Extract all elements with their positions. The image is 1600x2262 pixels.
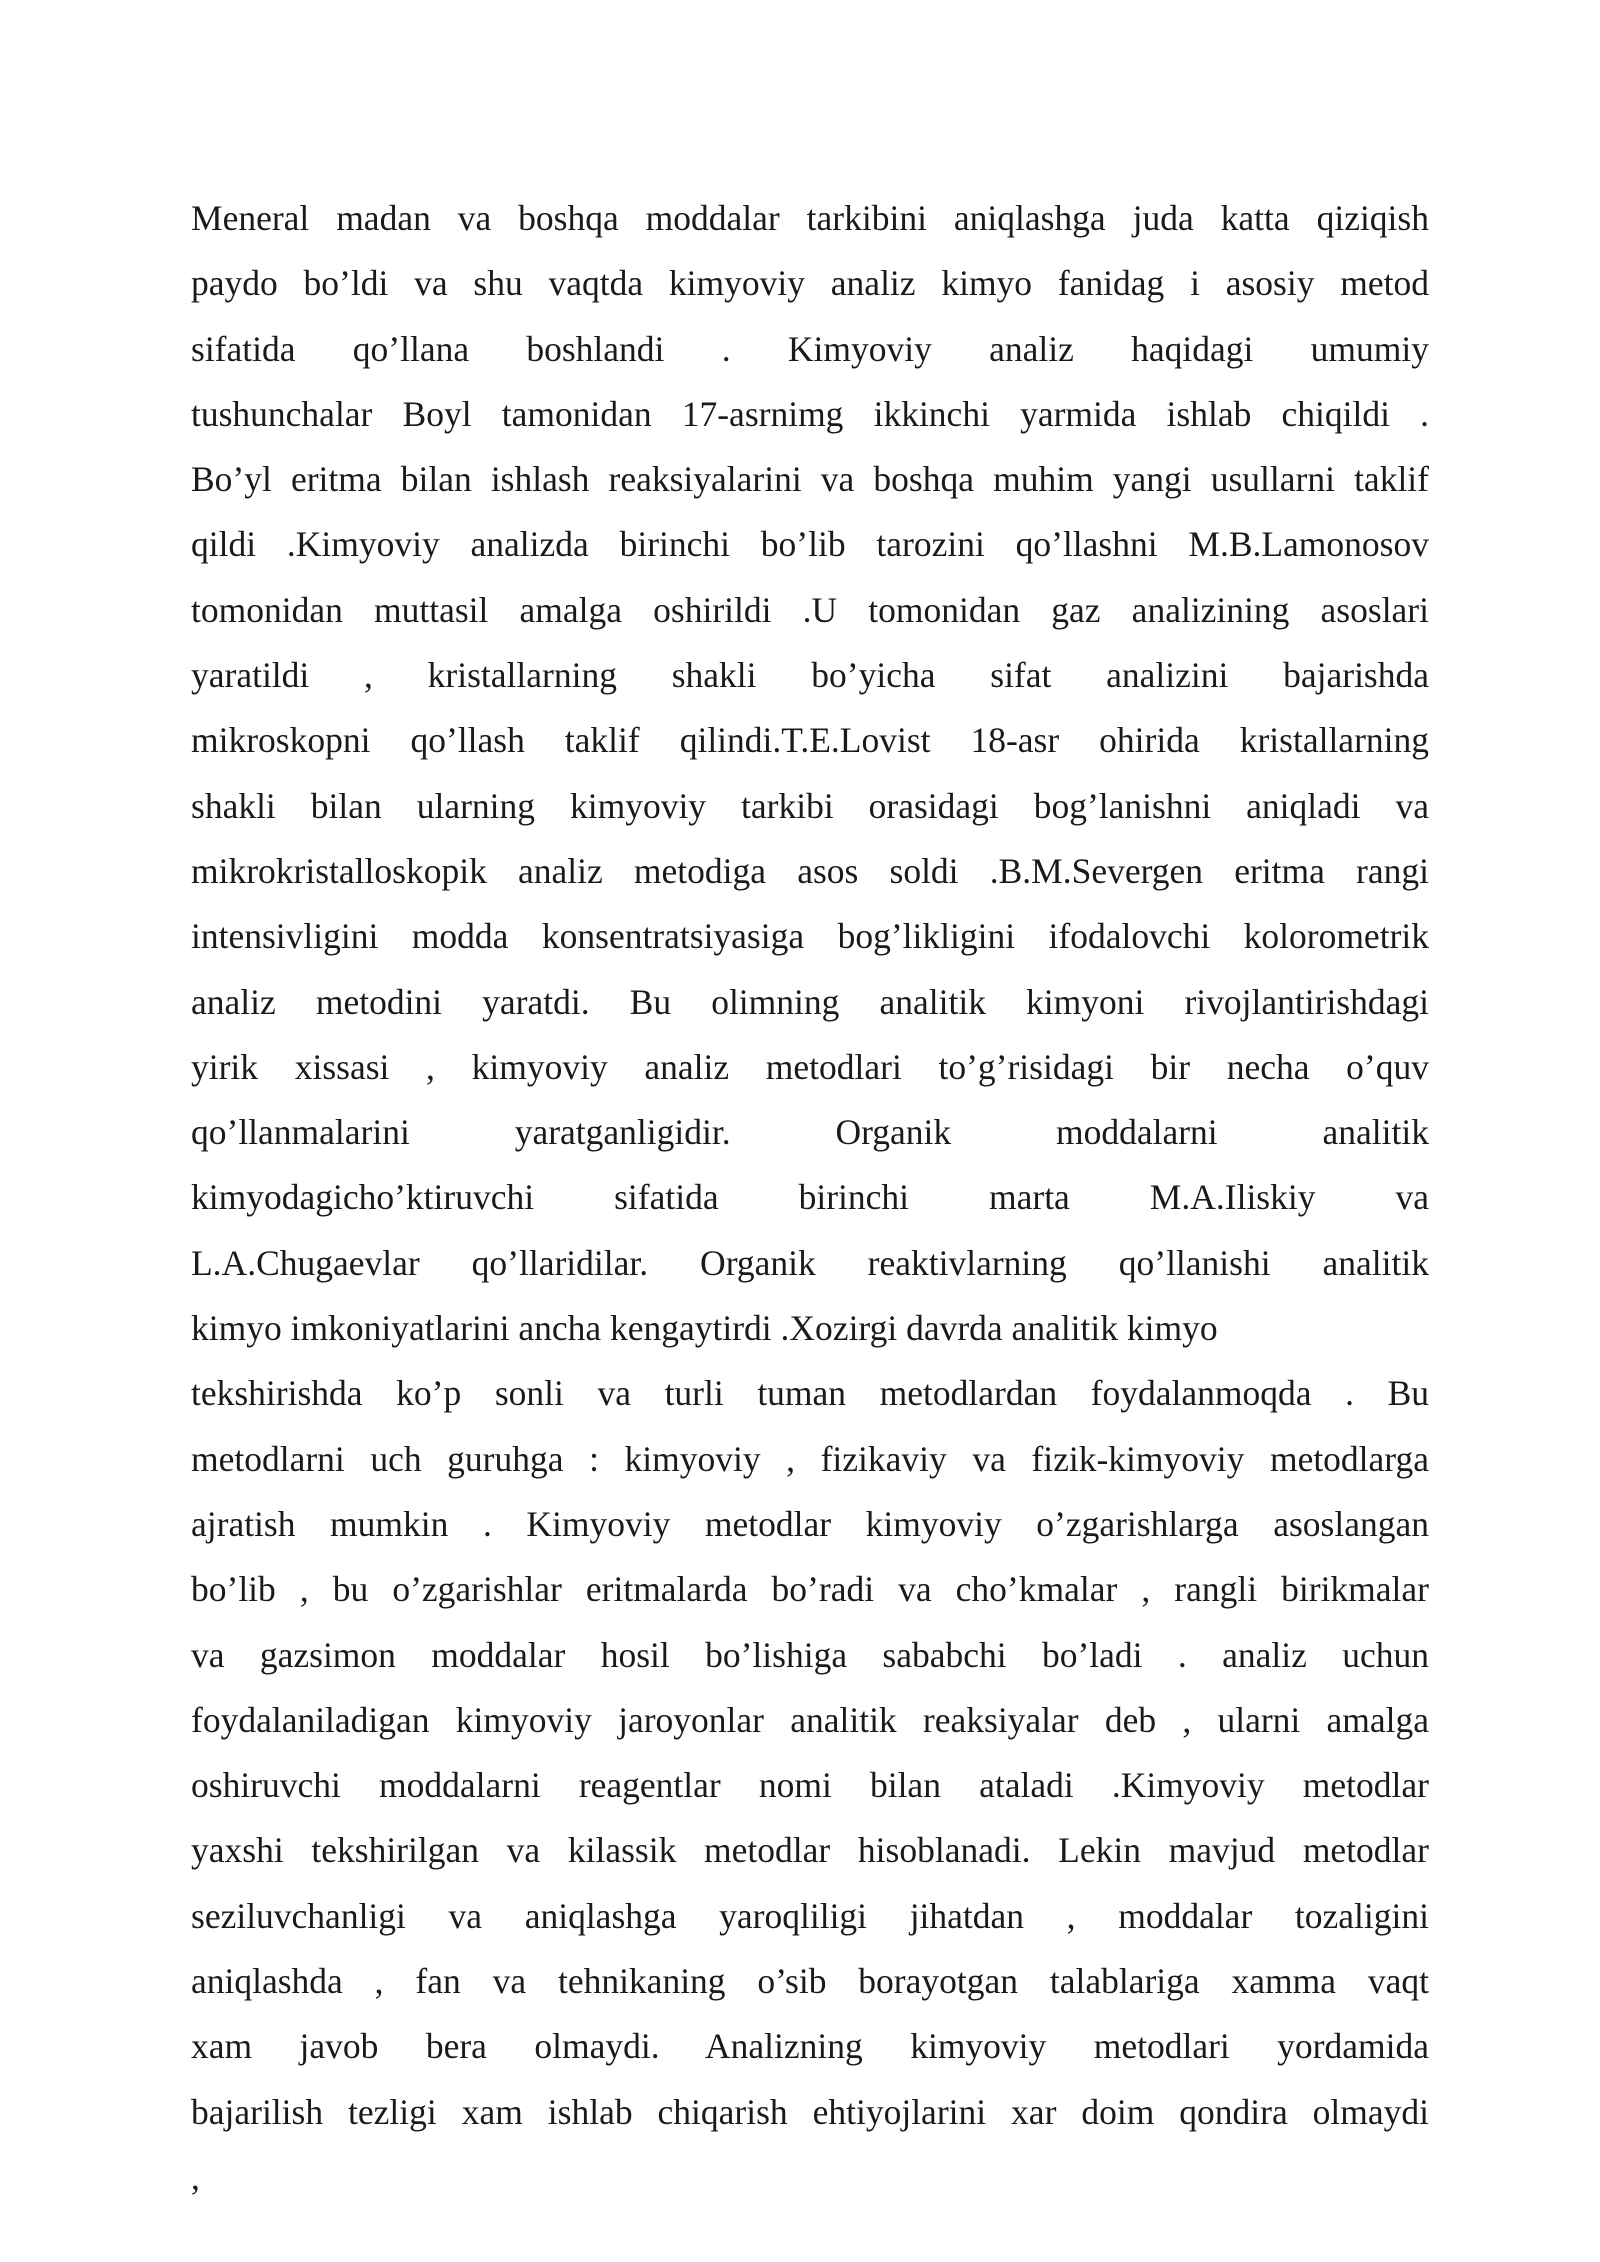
paragraph-line: foydalaniladigan kimyoviy jaroyonlar analitik reaksiyalar deb , ularni amalga	[191, 1699, 1429, 1740]
paragraph-line: yaratildi , kristallarning shakli bo’yicha sifat analizini bajarishda	[191, 655, 1429, 696]
paragraph-line: tekshirishda ko’p sonli va turli tuman metodlardan foydalanmoqda . Bu	[191, 1373, 1429, 1414]
paragraph-line: ajratish mumkin . Kimyoviy metodlar kimyoviy o’zgarishlarga asoslangan	[191, 1503, 1429, 1544]
paragraph-line: kimyodagicho’ktiruvchi sifatida birinchi marta M.A.Iliskiy va	[191, 1177, 1429, 1218]
paragraph-line: L.A.Chugaevlar qo’llaridilar. Organik reaktivlarning qo’llanishi analitik	[191, 1242, 1429, 1283]
paragraph-line: sifatida qo’llana boshlandi . Kimyoviy analiz haqidagi umumiy	[191, 328, 1429, 369]
paragraph-line: qildi .Kimyoviy analizda birinchi bo’lib tarozini qo’llashni M.B.Lamonosov	[191, 524, 1429, 565]
paragraph-line: qo’llanmalarini yaratganligidir. Organik moddalarni analitik	[191, 1112, 1429, 1153]
paragraph-line: aniqlashda , fan va tehnikaning o’sib borayotgan talablariga xamma vaqt	[191, 1961, 1429, 2002]
paragraph-line: metodlarni uch guruhga : kimyoviy , fizikaviy va fizik-kimyoviy metodlarga	[191, 1438, 1429, 1479]
paragraph-line: bajarilish tezligi xam ishlab chiqarish ehtiyojlarini xar doim qondira olmaydi	[191, 2091, 1429, 2132]
paragraph-line: bo’lib , bu o’zgarishlar eritmalarda bo’radi va cho’kmalar , rangli birikmalar	[191, 1569, 1429, 1610]
paragraph-line: tushunchalar Boyl tamonidan 17-asrnimg ikkinchi yarmida ishlab chiqildi .	[191, 393, 1429, 434]
body-paragraph	[191, 192, 1429, 2216]
paragraph-line: xam javob bera olmaydi. Analizning kimyoviy metodlari yordamida	[191, 2026, 1429, 2067]
paragraph-line: tomonidan muttasil amalga oshirildi .U tomonidan gaz analizining asoslari	[191, 589, 1429, 630]
paragraph-line: oshiruvchi moddalarni reagentlar nomi bilan ataladi .Kimyoviy metodlar	[191, 1765, 1429, 1806]
paragraph-line: mikroskopni qo’llash taklif qilindi.T.E.Lovist 18-asr ohirida kristallarning	[191, 720, 1429, 761]
paragraph-line: yaxshi tekshirilgan va kilassik metodlar hisoblanadi. Lekin mavjud metodlar	[191, 1830, 1429, 1871]
paragraph-line: kimyo imkoniyatlarini ancha kengaytirdi .Xozirgi davrda analitik kimyo	[191, 1308, 1218, 1349]
paragraph-line: ,	[191, 2156, 200, 2197]
paragraph-line: yirik xissasi , kimyoviy analiz metodlari to’g’risidagi bir necha o’quv	[191, 1046, 1429, 1087]
paragraph-line: Meneral madan va boshqa moddalar tarkibini aniqlashga juda katta qiziqish	[191, 198, 1429, 238]
paragraph-line: intensivligini modda konsentratsiyasiga bog’likligini ifodalovchi kolorometrik	[191, 916, 1429, 957]
paragraph-line: paydo bo’ldi va shu vaqtda kimyoviy analiz kimyo fanidag i asosiy metod	[191, 263, 1429, 304]
paragraph-line: mikrokristalloskopik analiz metodiga asos soldi .B.M.Severgen eritma rangi	[191, 850, 1429, 891]
paragraph-line: va gazsimon moddalar hosil bo’lishiga sababchi bo’ladi . analiz uchun	[191, 1634, 1429, 1675]
paragraph-line: Bo’yl eritma bilan ishlash reaksiyalarini va boshqa muhim yangi usullarni taklif	[191, 459, 1429, 500]
paragraph-line: shakli bilan ularning kimyoviy tarkibi orasidagi bog’lanishni aniqladi va	[191, 785, 1429, 826]
paragraph-line: analiz metodini yaratdi. Bu olimning analitik kimyoni rivojlantirishdagi	[191, 981, 1429, 1022]
paragraph-line: seziluvchanligi va aniqlashga yaroqliligi jihatdan , moddalar tozaligini	[191, 1895, 1429, 1936]
